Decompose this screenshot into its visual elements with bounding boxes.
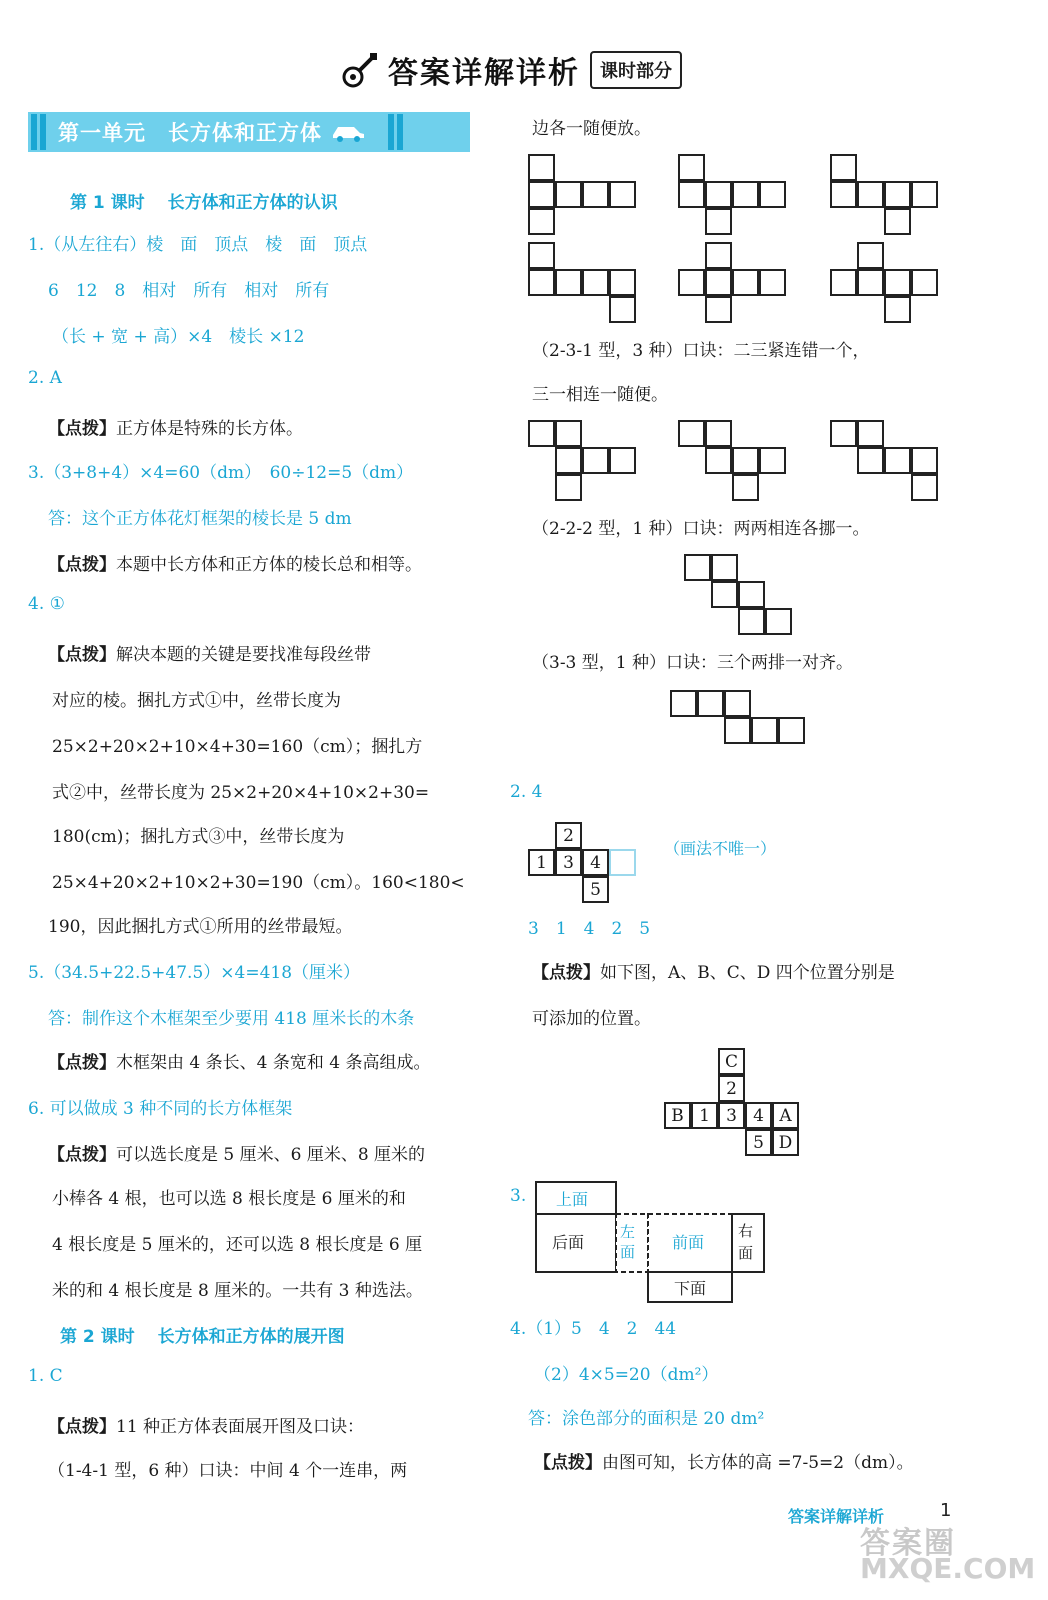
net-cell: [765, 608, 792, 635]
net-cell: [582, 181, 609, 208]
footer-label: 答案详解详析: [788, 1507, 885, 1526]
net-cell: [678, 420, 705, 447]
tip-text: 由图可知，长方体的高 =7-5=2（dm）。: [602, 1453, 914, 1473]
net-cell: [582, 447, 609, 474]
net-cell: [609, 447, 636, 474]
face-label: 前面: [672, 1233, 705, 1252]
tip-label: 【点拨】: [48, 1417, 116, 1437]
tip-label: 【点拨】: [48, 645, 116, 665]
right-line: （3-3 型，1 种）口诀：三个两排一对齐。: [532, 653, 853, 673]
net-cell: [857, 269, 884, 296]
net-cell: 2: [718, 1075, 745, 1102]
net-cell: [830, 154, 857, 181]
header-badge: 课时部分: [590, 51, 682, 89]
net-cell: [705, 242, 732, 269]
face-label: 下面: [674, 1279, 707, 1298]
answer-6: 6. 可以做成 3 种不同的长方体框架: [28, 1099, 293, 1119]
header-title: 答案详解详析: [388, 56, 580, 91]
tip-6: [48, 1140, 425, 1165]
net-cell: [711, 581, 738, 608]
answer-5-reply: 答：制作这个木框架至少要用 418 厘米长的木条: [48, 1009, 415, 1029]
answer-5: 5.（34.5+22.5+47.5）×4=418（厘米）: [28, 963, 361, 983]
net-cell: [884, 269, 911, 296]
tip-label: 【点拨】: [534, 1453, 602, 1473]
watermark: 答案圈: [860, 1526, 956, 1561]
tip-r2: [532, 958, 895, 983]
net-cell: [678, 269, 705, 296]
net-cell: 3: [555, 849, 582, 876]
answer-3-reply: 答：这个正方体花灯框架的棱长是 5 dm: [48, 509, 352, 529]
unit-title: 第一单元 长方体和正方体: [58, 121, 322, 145]
tip-l2-1-line: （1-4-1 型，6 种）口诀：中间 4 个一连串，两: [48, 1461, 408, 1481]
net-cell: [678, 154, 705, 181]
net-cell: [528, 181, 555, 208]
net-cell: [705, 208, 732, 235]
net-cell: [738, 581, 765, 608]
net-cell: [697, 690, 724, 717]
tip-text: 可以选长度是 5 厘米、6 厘米、8 厘米的: [116, 1145, 426, 1165]
net-cell: 5: [582, 876, 609, 903]
net-cell: [705, 296, 732, 323]
net-cell: A: [772, 1102, 799, 1129]
net-cell: [582, 269, 609, 296]
net-cell: 5: [745, 1129, 772, 1156]
banner-bar: [40, 114, 46, 150]
guitar-logo-icon: [340, 50, 380, 90]
net-cell: [724, 717, 751, 744]
tip-4: [48, 640, 371, 665]
answer-r3: 3.: [510, 1186, 527, 1206]
net-cell: [724, 690, 751, 717]
tip-text: 正方体是特殊的长方体。: [116, 419, 303, 439]
answer-r4-reply: 答：涂色部分的面积是 20 dm²: [528, 1409, 765, 1429]
tip-label: 【点拨】: [48, 555, 116, 575]
net-cell: [555, 447, 582, 474]
net-cell: [759, 269, 786, 296]
net-cell: [830, 181, 857, 208]
net-cell: D: [772, 1129, 799, 1156]
net-cell: 2: [555, 822, 582, 849]
answer-1b: 6 12 8 相对 所有 相对 所有: [48, 281, 330, 301]
net-cell: [528, 420, 555, 447]
face-label: 右面: [738, 1222, 754, 1262]
answer-1: 1.（从左往右）棱 面 顶点 棱 面 顶点: [28, 235, 368, 255]
net-cell: [705, 269, 732, 296]
net-cell: 1: [528, 849, 555, 876]
net-cell: [528, 208, 555, 235]
net-cell: 3: [718, 1102, 745, 1129]
net-cell: [732, 181, 759, 208]
answer-r4: 4.（1）5 4 2 44: [510, 1319, 677, 1339]
face-label: 上面: [556, 1190, 589, 1209]
net-cell: [830, 269, 857, 296]
right-line: （2-3-1 型，3 种）口诀：二三紧连错一个，: [532, 341, 870, 361]
net-cell: [884, 447, 911, 474]
unit-banner: [28, 112, 470, 152]
net-cell: [759, 181, 786, 208]
net-cell: [884, 296, 911, 323]
page-header: [340, 48, 682, 92]
net-cell: [609, 296, 636, 323]
answer-1c: （长 + 宽 + 高）×4 棱长 ×12: [52, 327, 305, 347]
net-cell: [732, 269, 759, 296]
net-cell: [911, 474, 938, 501]
answer-2: 2. A: [28, 368, 62, 388]
answer-r2: 2. 4: [510, 782, 543, 802]
banner-bar: [388, 114, 394, 150]
right-line: 边各一随便放。: [532, 119, 651, 139]
net-cell: [609, 181, 636, 208]
net-cell: [778, 717, 805, 744]
tip-4-line: 25×4+20×2+10×2+30=190（cm）。160<180<: [52, 873, 465, 893]
net-cell: [609, 269, 636, 296]
tip-r4: [534, 1448, 914, 1473]
tip-text: 本题中长方体和正方体的棱长总和相等。: [116, 555, 422, 575]
tip-5: [48, 1048, 430, 1073]
face-label: 后面: [552, 1233, 585, 1252]
answer-l2-1: 1. C: [28, 1366, 63, 1386]
net-cell: [555, 181, 582, 208]
net-cell: [884, 181, 911, 208]
net-cell: [738, 608, 765, 635]
banner-bar: [397, 114, 403, 150]
right-line: 三一相连一随便。: [532, 385, 668, 405]
net-cell: [857, 181, 884, 208]
tip-label: 【点拨】: [48, 1145, 116, 1165]
tip-6-line: 米的和 4 根长度是 8 厘米的。一共有 3 种选法。: [52, 1281, 423, 1301]
net-cell: [759, 447, 786, 474]
net-order: 3 1 4 2 5: [528, 919, 651, 939]
net-cell: 4: [582, 849, 609, 876]
tip-6-line: 4 根长度是 5 厘米的，还可以选 8 根长度是 6 厘: [52, 1235, 423, 1255]
right-line: 可添加的位置。: [532, 1009, 651, 1029]
face-label: 左面: [620, 1223, 636, 1261]
net-cell: [555, 474, 582, 501]
watermark-url: MXQE.COM: [860, 1552, 1036, 1585]
page-number: 1: [940, 1500, 952, 1521]
tip-4-line: 190，因此捆扎方式①所用的丝带最短。: [48, 917, 353, 937]
car-icon: [330, 121, 366, 143]
lesson1-title: 第 1 课时 长方体和正方体的认识: [70, 193, 338, 213]
net-cell: C: [718, 1048, 745, 1075]
net-cell: [751, 717, 778, 744]
net-cell: [857, 447, 884, 474]
answer-4: 4. ①: [28, 594, 65, 614]
tip-text: 解决本题的关键是要找准每段丝带: [116, 645, 371, 665]
tip-4-line: 25×2+20×2+10×4+30=160（cm）；捆扎方: [52, 737, 423, 757]
tip-4-line: 对应的棱。捆扎方式①中，丝带长度为: [52, 691, 341, 711]
banner-bar: [31, 114, 37, 150]
note-not-unique: （画法不唯一）: [664, 839, 777, 858]
tip-label: 【点拨】: [532, 963, 600, 983]
net-cell: [705, 420, 732, 447]
net-cell: [528, 154, 555, 181]
net-cell: [911, 269, 938, 296]
tip-3: [48, 550, 422, 575]
net-cell: [857, 420, 884, 447]
net-cell: [911, 447, 938, 474]
tip-l2-1: [48, 1412, 364, 1437]
net-cell: [711, 554, 738, 581]
net-cell: [911, 181, 938, 208]
tip-label: 【点拨】: [48, 1053, 116, 1073]
net-cell: [732, 447, 759, 474]
net-cell: [528, 242, 555, 269]
tip-text: 11 种正方体表面展开图及口诀：: [116, 1417, 365, 1437]
net-cell: [857, 242, 884, 269]
net-cell: [555, 269, 582, 296]
tip-4-line: 180(cm)；捆扎方式③中，丝带长度为: [52, 827, 345, 847]
net-cell: [705, 447, 732, 474]
tip-label: 【点拨】: [48, 419, 116, 439]
tip-4-line: 式②中，丝带长度为 25×2+20×4+10×2+30=: [52, 783, 430, 803]
tip-6-line: 小棒各 4 根，也可以选 8 根长度是 6 厘米的和: [52, 1189, 406, 1209]
right-line: （2-2-2 型，1 种）口诀：两两相连各挪一。: [532, 519, 870, 539]
net-cell: [830, 420, 857, 447]
tip-text: 木框架由 4 条长、4 条宽和 4 条高组成。: [116, 1053, 431, 1073]
net-cell: B: [664, 1102, 691, 1129]
answer-3: 3.（3+8+4）×4=60（dm） 60÷12=5（dm）: [28, 463, 414, 483]
net-cell: 4: [745, 1102, 772, 1129]
net-cell: [678, 181, 705, 208]
tip-2: [48, 414, 303, 439]
net-cell: [670, 690, 697, 717]
net-cell: [684, 554, 711, 581]
net-cell: [884, 208, 911, 235]
lesson2-title: 第 2 课时 长方体和正方体的展开图: [60, 1327, 345, 1347]
tip-text: 如下图，A、B、C、D 四个位置分别是: [600, 963, 895, 983]
net-cell: [705, 181, 732, 208]
net-cell: [528, 269, 555, 296]
net-cell: [555, 420, 582, 447]
net-cell: 1: [691, 1102, 718, 1129]
net-cell: [732, 474, 759, 501]
net-cell-added: [609, 849, 636, 876]
answer-r4-2: （2）4×5=20（dm²）: [534, 1365, 719, 1385]
